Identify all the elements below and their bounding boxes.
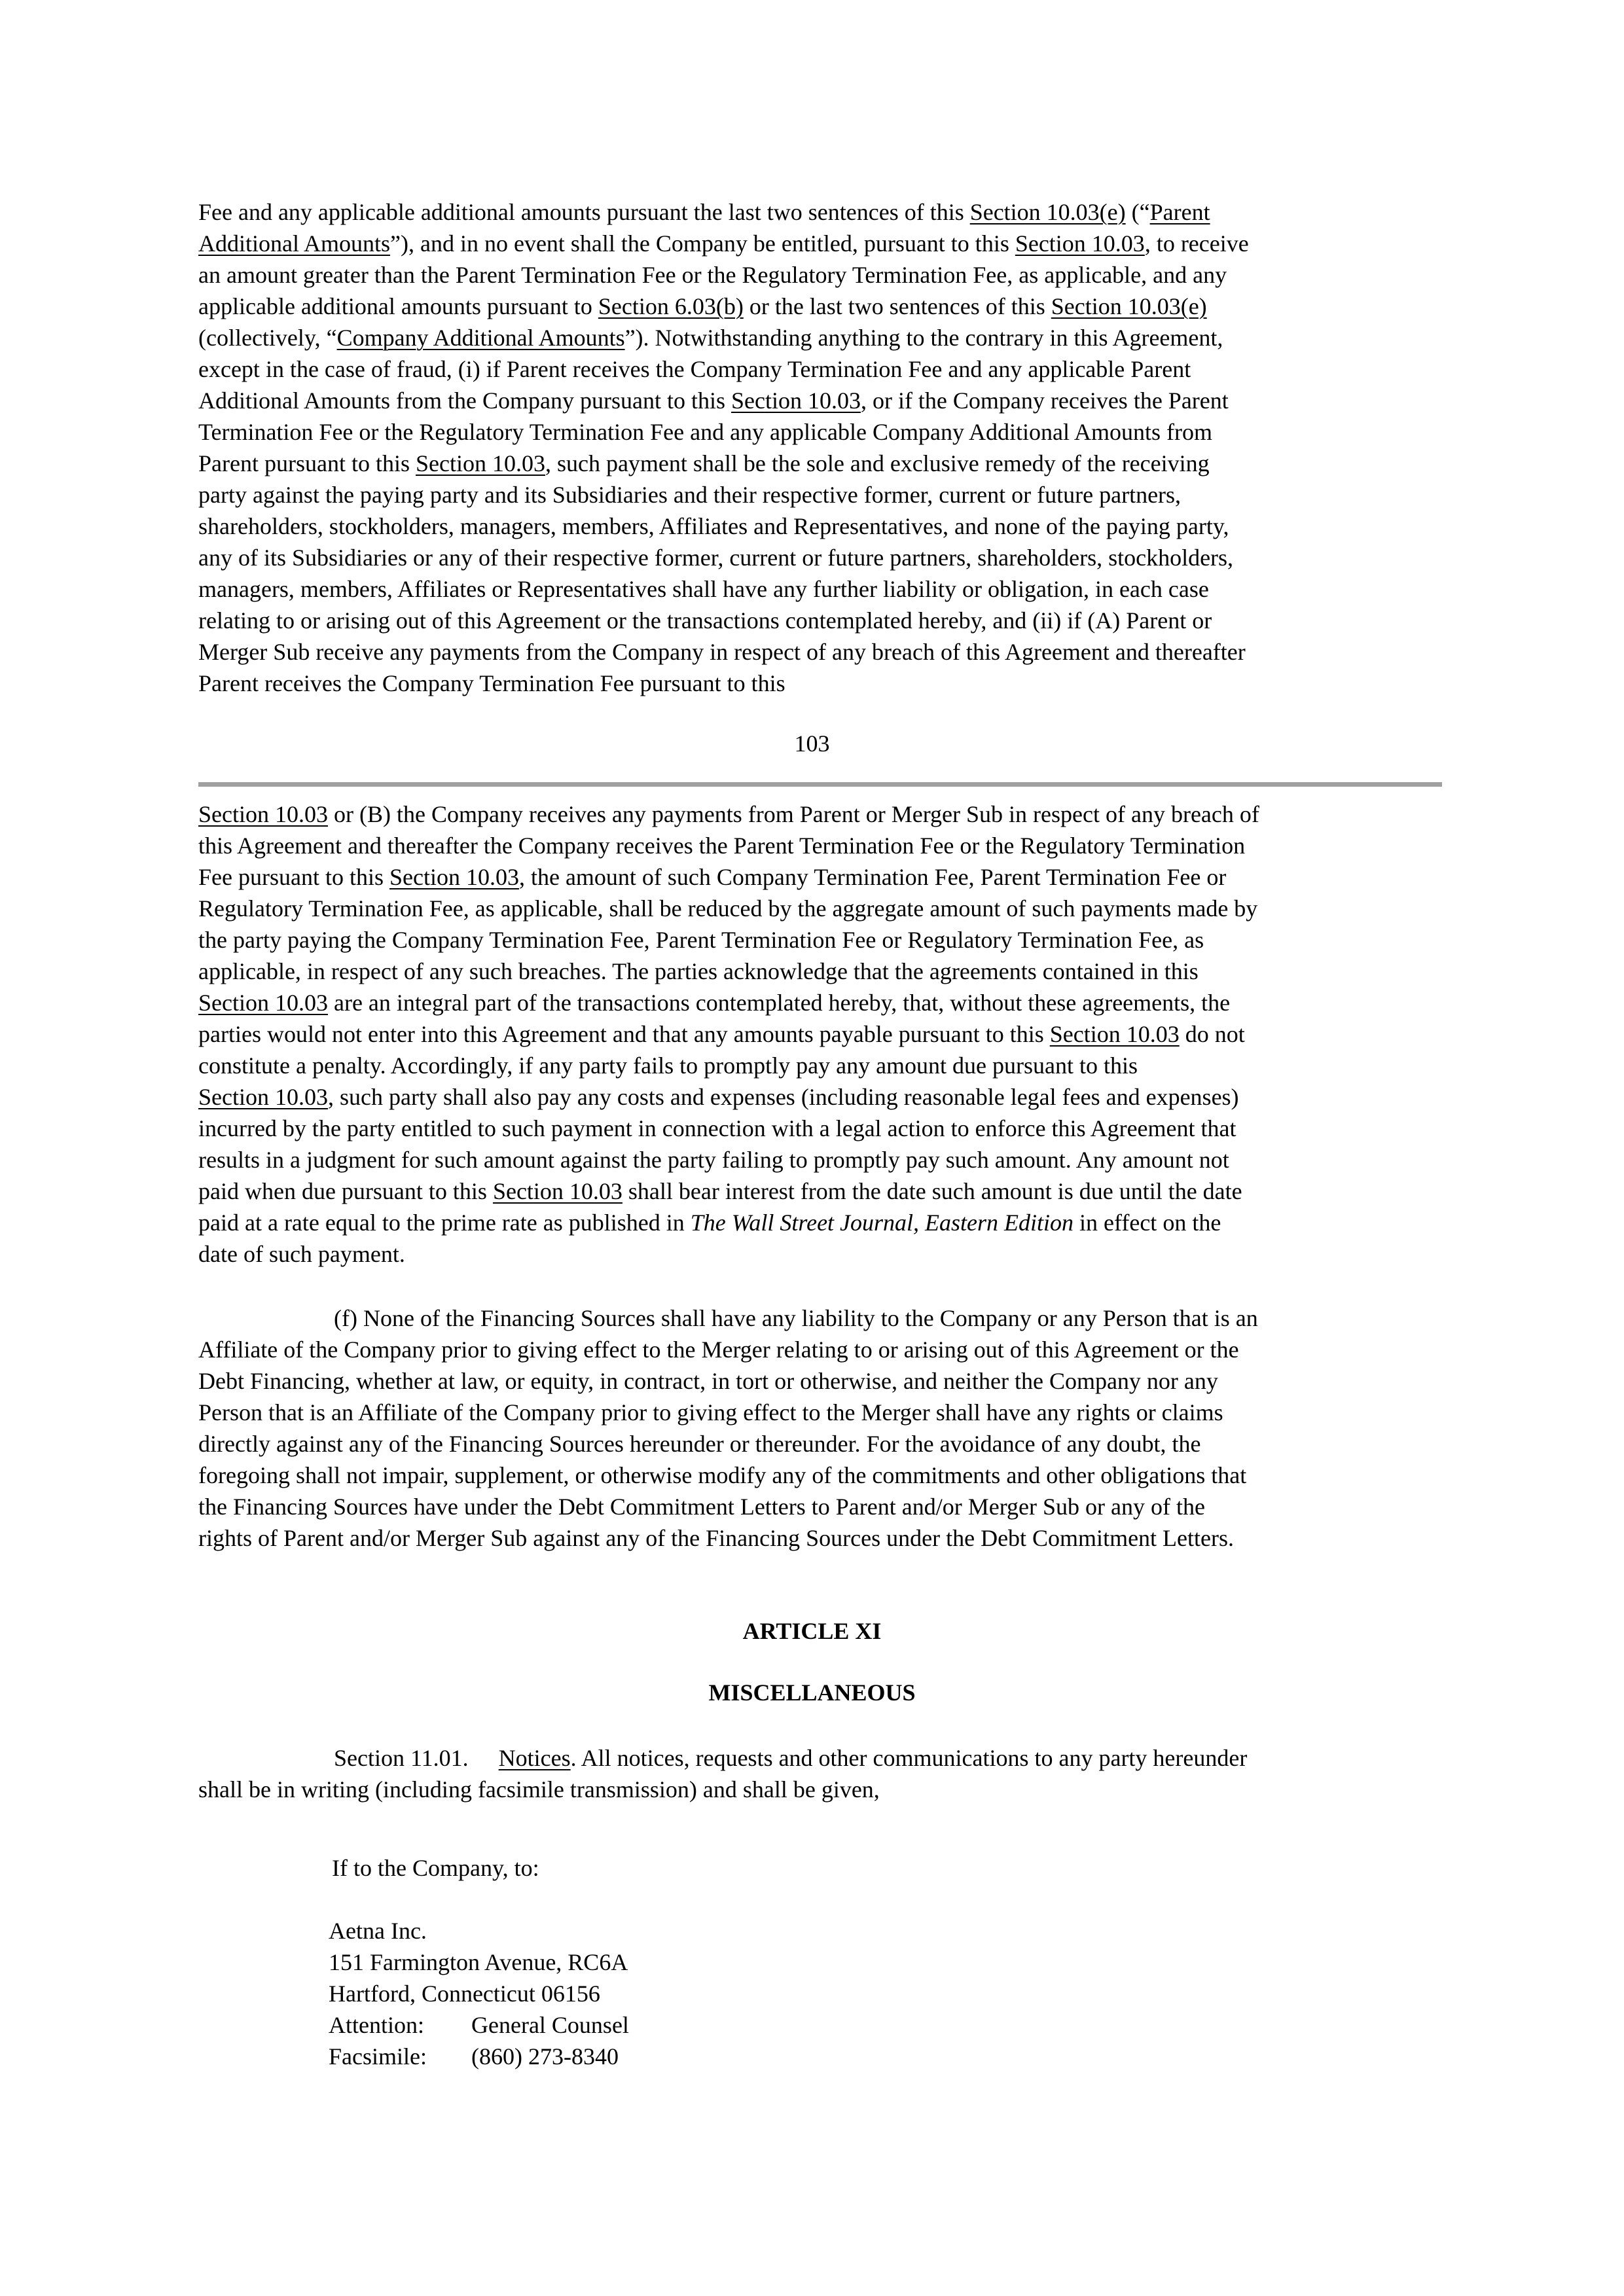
text-line [198, 1081, 1442, 1113]
text-line [198, 1460, 1442, 1491]
text-line [198, 259, 1442, 291]
text-run: (f) None of the Financing Sources shall have any liability to the Company or any Person that is an [334, 1305, 1258, 1331]
text-run: , to receive [1144, 230, 1249, 257]
text-line [198, 322, 1442, 353]
text-line [198, 511, 1442, 542]
text-line [198, 956, 1442, 987]
section-reference: Section 10.03(e) [969, 199, 1126, 225]
facsimile-label: Facsimile: [329, 2043, 427, 2070]
text-run: shareholders, stockholders, managers, members, Affiliates and Representatives, and none of the paying party, [198, 513, 1229, 539]
text-line [198, 1238, 1442, 1270]
text-run: any of its Subsidiaries or any of their respective former, current or future partners, shareholders, stockholders, [198, 545, 1234, 571]
section-reference: Section 10.03(e) [1051, 293, 1207, 319]
text-run: are an integral part of the transactions contemplated hereby, that, without these agreements, the [327, 990, 1231, 1016]
text-run: Regulatory Termination Fee, as applicable, shall be reduced by the aggregate amount of such payments made by [198, 895, 1258, 922]
text-line [198, 1175, 1442, 1207]
article-heading: ARTICLE XI [742, 1618, 882, 1644]
text-run: , or if the Company receives the Parent [860, 387, 1229, 414]
text-run: , such party shall also pay any costs and expenses (including reasonable legal fees and expenses) [327, 1084, 1239, 1110]
section-reference: Section 10.03 [731, 387, 861, 414]
text-run: Affiliate of the Company prior to giving effect to the Merger relating to or arising out of this Agreement or the [198, 1336, 1239, 1363]
text-run: Merger Sub receive any payments from the Company in respect of any breach of this Agreement and thereafter [198, 639, 1246, 665]
text-run: Person that is an Affiliate of the Company prior to giving effect to the Merger shall have any rights or claims [198, 1399, 1223, 1426]
text-line [198, 861, 1442, 893]
section-reference: Section 10.03 [198, 801, 328, 827]
continuation-paragraph [198, 798, 1442, 1270]
notices-section-line-2: shall be in writing (including facsimile transmission) and shall be given, [198, 1776, 880, 1803]
section-reference: Section 6.03(b) [598, 293, 744, 319]
text-run: paid when due pursuant to this [198, 1178, 493, 1204]
text-line [198, 228, 1442, 259]
section-text: . All notices, requests and other communications to any party hereunder [570, 1745, 1248, 1771]
section-reference: Parent [1149, 199, 1210, 225]
notices-section-line-1 [198, 1742, 1442, 1774]
text-line [198, 416, 1442, 448]
text-run: date of such payment. [198, 1241, 405, 1267]
top-paragraph [198, 196, 1442, 699]
text-line [198, 1522, 1442, 1554]
section-number: Section 11.01. [334, 1745, 469, 1771]
text-run: Parent pursuant to this [198, 450, 416, 476]
text-line [198, 573, 1442, 605]
section-reference: Section 10.03 [198, 990, 328, 1016]
text-line [198, 353, 1442, 385]
text-run: Fee pursuant to this [198, 864, 389, 890]
text-line [198, 1491, 1442, 1522]
text-run: Additional Amounts from the Company pursuant to this [198, 387, 731, 414]
text-line [198, 1207, 1442, 1238]
text-line [198, 291, 1442, 322]
text-run: applicable, in respect of any such breaches. The parties acknowledge that the agreements contained in this [198, 958, 1199, 984]
text-line [198, 1050, 1442, 1081]
text-run: Debt Financing, whether at law, or equity, in contract, in tort or otherwise, and neither the Company nor any [198, 1368, 1218, 1394]
section-reference: Section 10.03 [389, 864, 519, 890]
text-run: the party paying the Company Termination Fee, Parent Termination Fee or Regulatory Termination Fee, as [198, 927, 1204, 953]
text-line [198, 893, 1442, 924]
text-run: rights of Parent and/or Merger Sub against any of the Financing Sources under the Debt Commitment Letters. [198, 1525, 1234, 1551]
text-run: (“ [1125, 199, 1150, 225]
text-line [198, 987, 1442, 1018]
text-run: in effect on the [1074, 1210, 1221, 1236]
section-reference: Section 10.03 [1049, 1021, 1180, 1047]
address-street: 151 Farmington Avenue, RC6A [329, 1949, 628, 1975]
page-number: 103 [794, 730, 830, 757]
facsimile-value: (860) 273-8340 [471, 2043, 619, 2070]
address-company-name: Aetna Inc. [329, 1918, 427, 1944]
address-attention [329, 2009, 629, 2041]
text-line [198, 636, 1442, 668]
section-reference: Section 10.03 [492, 1178, 623, 1204]
text-run: or the last two sentences of this [743, 293, 1051, 319]
text-line [198, 479, 1442, 511]
text-run: Parent receives the Company Termination Fee pursuant to this [198, 670, 785, 696]
text-run: paid at a rate equal to the prime rate as published in [198, 1210, 691, 1236]
text-run: Fee and any applicable additional amounts pursuant the last two sentences of this [198, 199, 970, 225]
notice-recipient-intro: If to the Company, to: [332, 1855, 539, 1881]
page-divider [198, 782, 1442, 787]
text-run: the Financing Sources have under the Debt Commitment Letters to Parent and/or Merger Sub or any of the [198, 1494, 1205, 1520]
text-line [198, 1302, 1442, 1334]
text-run: , such payment shall be the sole and exclusive remedy of the receiving [545, 450, 1210, 476]
text-line [198, 1428, 1442, 1460]
text-run: relating to or arising out of this Agreement or the transactions contemplated hereby, and (ii) if (A) Parent or [198, 607, 1212, 634]
text-line [198, 1144, 1442, 1175]
text-run: do not [1179, 1021, 1245, 1047]
text-line [198, 924, 1442, 956]
text-run: constitute a penalty. Accordingly, if any party fails to promptly pay any amount due pursuant to this [198, 1052, 1138, 1079]
text-line [198, 798, 1442, 830]
text-line [198, 1018, 1442, 1050]
section-reference: Additional Amounts [198, 230, 391, 257]
section-reference: Section 10.03 [415, 450, 545, 476]
text-run: results in a judgment for such amount against the party failing to promptly pay such amount. Any amount not [198, 1147, 1229, 1173]
text-run: shall bear interest from the date such amount is due until the date [622, 1178, 1242, 1204]
text-run: applicable additional amounts pursuant to [198, 293, 598, 319]
text-run: party against the paying party and its Subsidiaries and their respective former, current or future partners, [198, 482, 1182, 508]
text-run: parties would not enter into this Agreement and that any amounts payable pursuant to this [198, 1021, 1050, 1047]
section-title: Notices [498, 1745, 571, 1771]
text-line [198, 830, 1442, 861]
attention-value: General Counsel [471, 2012, 629, 2038]
text-run: Termination Fee or the Regulatory Termination Fee and any applicable Company Additional Amounts from [198, 419, 1212, 445]
text-line [198, 1397, 1442, 1428]
text-line [198, 1113, 1442, 1144]
text-line [198, 1334, 1442, 1365]
attention-label: Attention: [329, 2012, 424, 2038]
section-reference: Section 10.03 [198, 1084, 328, 1110]
text-run: , the amount of such Company Termination Fee, Parent Termination Fee or [518, 864, 1227, 890]
text-line [198, 542, 1442, 573]
text-line [198, 448, 1442, 479]
section-reference: Section 10.03 [1015, 230, 1145, 257]
company-address [329, 1915, 629, 2072]
text-run: foregoing shall not impair, supplement, or otherwise modify any of the commitments and other obligations that [198, 1462, 1247, 1488]
text-line [198, 385, 1442, 416]
text-line [198, 196, 1442, 228]
text-line [198, 668, 1442, 699]
text-run: (collectively, “ [198, 325, 337, 351]
text-run: this Agreement and thereafter the Company receives the Parent Termination Fee or the Regulatory Termination [198, 833, 1246, 859]
text-line [198, 605, 1442, 636]
text-run: managers, members, Affiliates or Representatives shall have any further liability or obligation, in each case [198, 576, 1209, 602]
italic-text: The Wall Street Journal, Eastern Edition [690, 1210, 1074, 1236]
address-facsimile [329, 2041, 629, 2072]
paragraph-f [198, 1302, 1442, 1554]
text-run: or (B) the Company receives any payments from Parent or Merger Sub in respect of any breach of [327, 801, 1259, 827]
text-run: directly against any of the Financing Sources hereunder or thereunder. For the avoidance of any doubt, the [198, 1431, 1201, 1457]
text-run: an amount greater than the Parent Termination Fee or the Regulatory Termination Fee, as applicable, and any [198, 262, 1227, 288]
section-reference: Company Additional Amounts [336, 325, 625, 351]
text-run: ”), and in no event shall the Company be entitled, pursuant to this [390, 230, 1015, 257]
address-city: Hartford, Connecticut 06156 [329, 1981, 600, 2007]
text-run: except in the case of fraud, (i) if Parent receives the Company Termination Fee and any applicable Parent [198, 356, 1191, 382]
text-run: ”). Notwithstanding anything to the contrary in this Agreement, [624, 325, 1223, 351]
text-line [198, 1365, 1442, 1397]
article-title: MISCELLANEOUS [708, 1679, 916, 1706]
text-run: incurred by the party entitled to such payment in connection with a legal action to enforce this Agreement that [198, 1115, 1236, 1141]
